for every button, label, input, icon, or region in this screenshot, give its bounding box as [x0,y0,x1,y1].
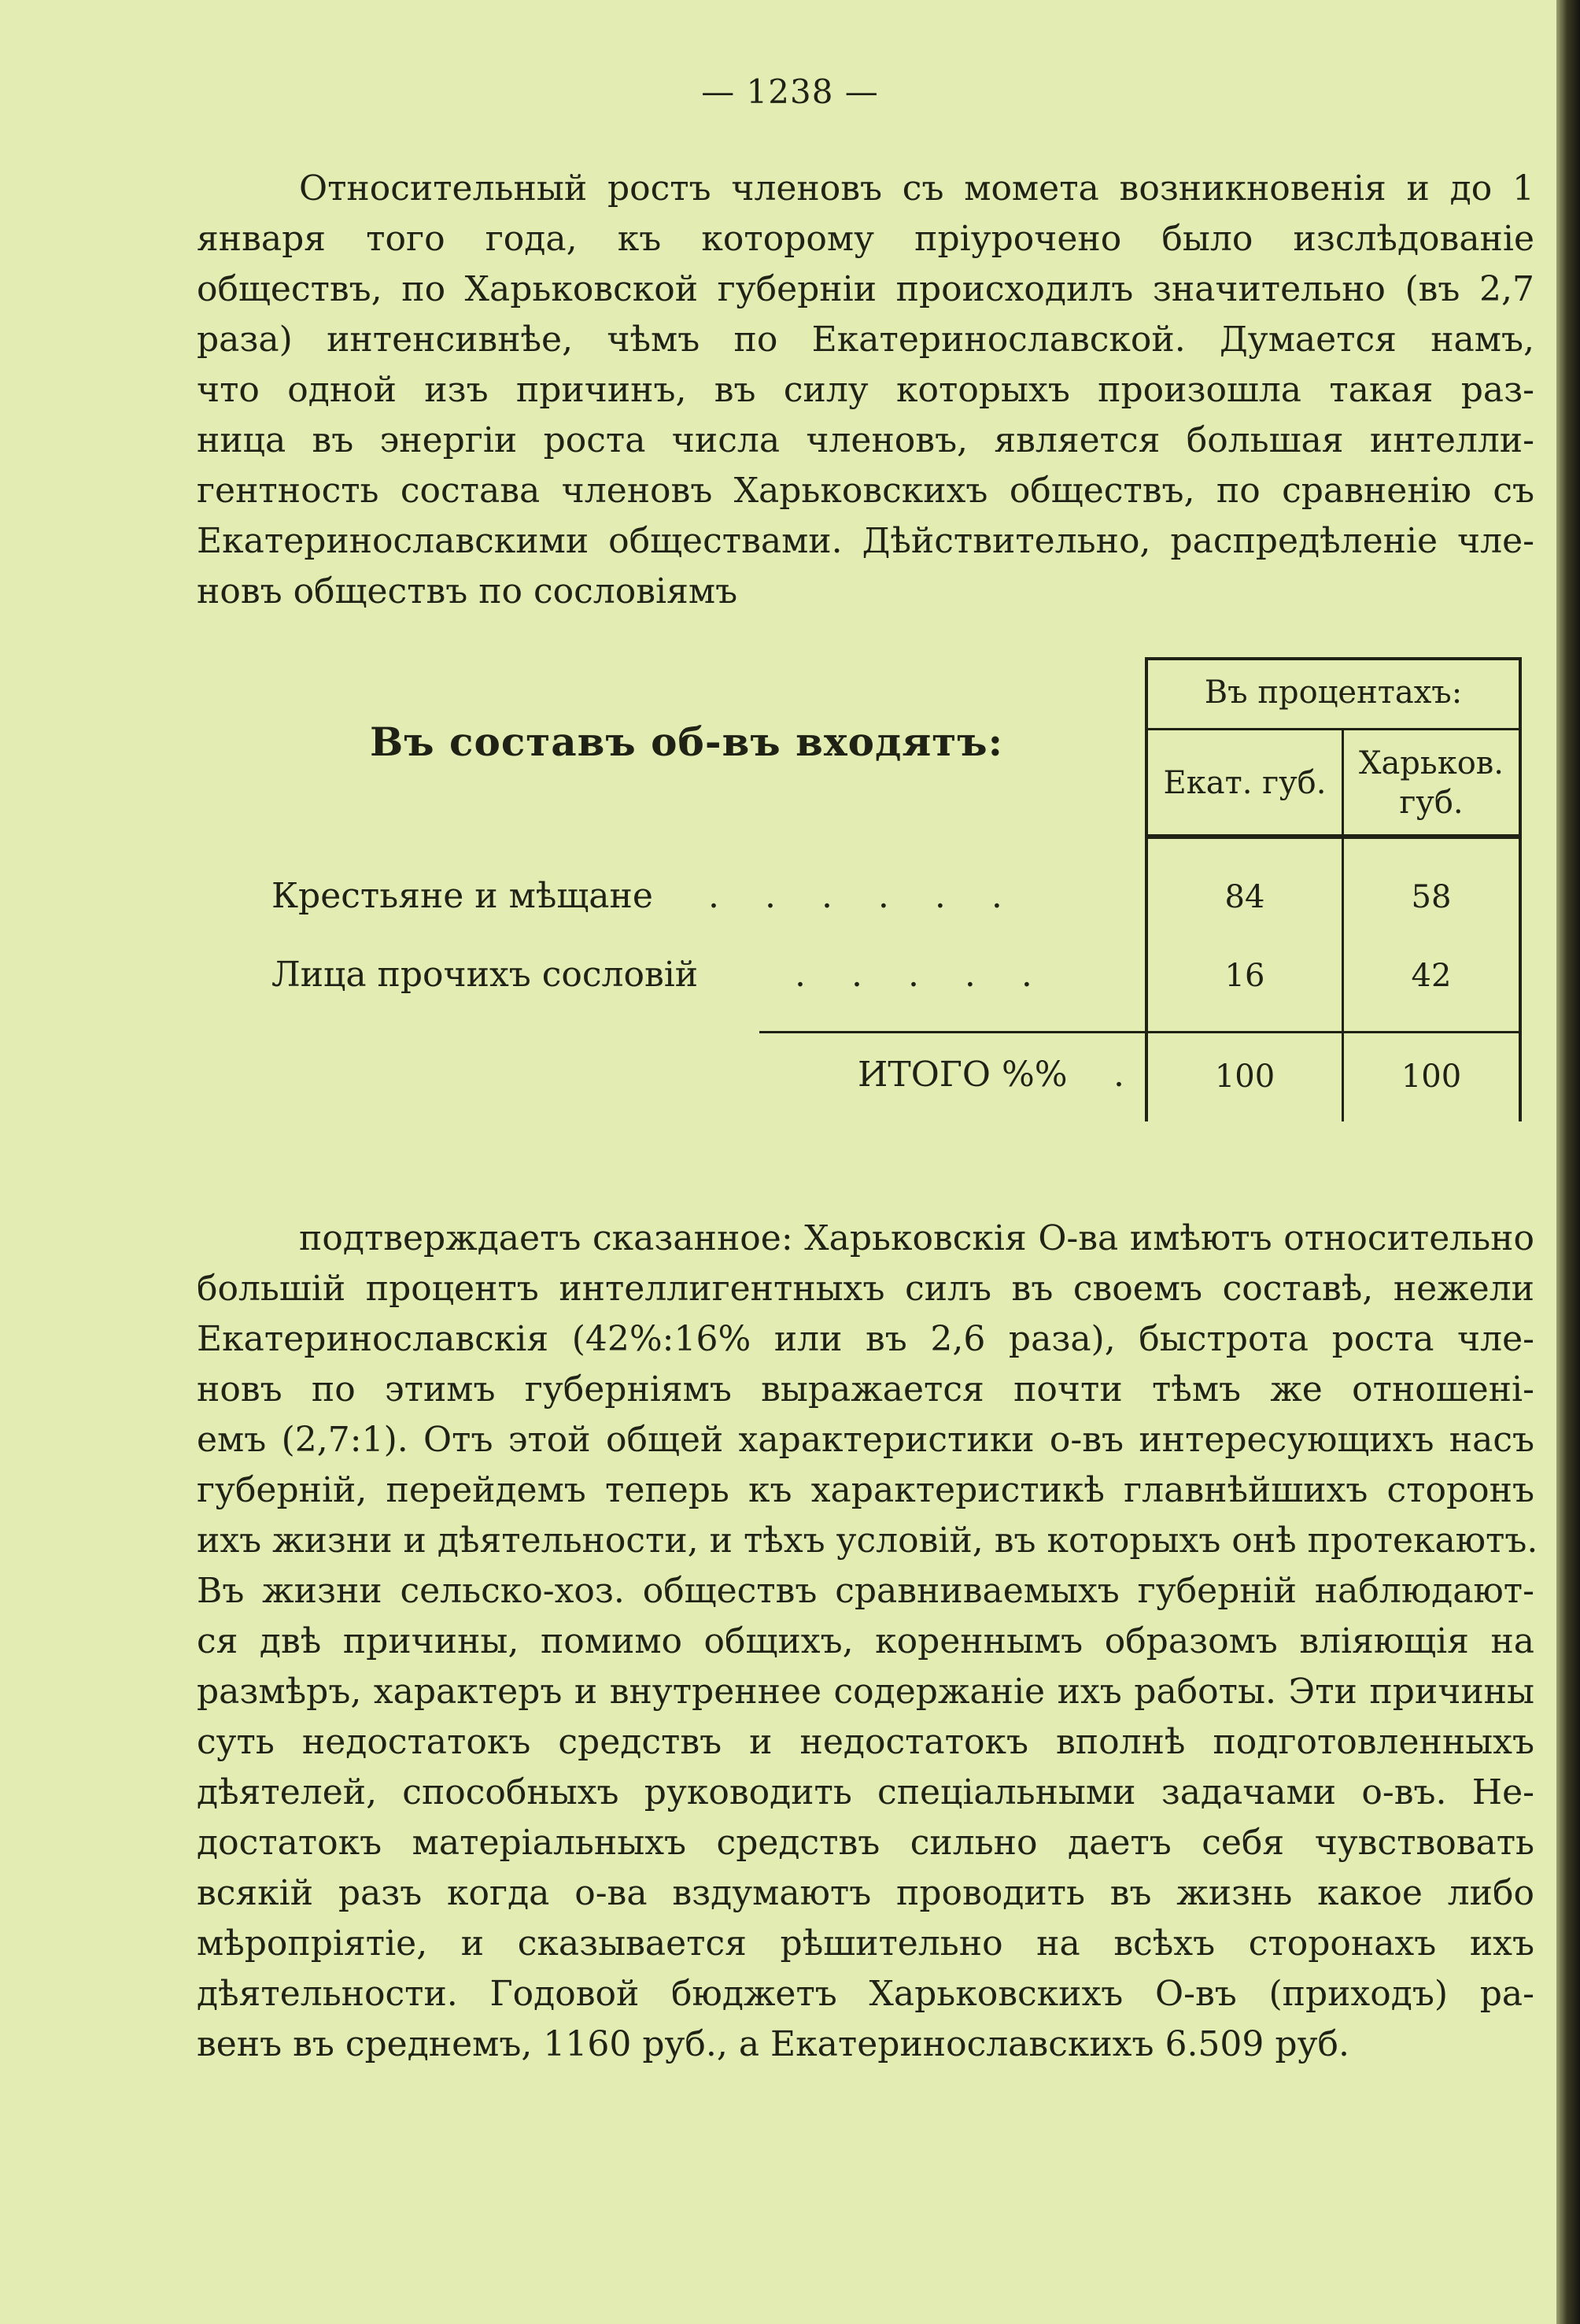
text-line: большій процентъ интеллигентныхъ силъ въ своемъ составѣ, нежели [197,1269,1534,1309]
total-rule [759,1031,1519,1033]
cell-khar: 42 [1411,958,1452,994]
total-khar: 100 [1401,1059,1462,1095]
text-line: ихъ жизни и дѣятельности, и тѣхъ условій, въ которыхъ онѣ протекаютъ. [197,1520,1538,1561]
text-line: января того года, къ которому пріурочено было изслѣдованіе [197,219,1534,259]
text-line: губерній, перейдемъ теперь къ характеристикѣ главнѣйшихъ сторонъ [197,1470,1534,1510]
row-leader-dots: . . . . . [795,955,1050,995]
group-header-rule [1145,728,1519,730]
cell-ekat: 84 [1224,879,1265,915]
text-line: суть недостатокъ средствъ и недостатокъ вполнѣ подготовленныхъ [197,1722,1534,1762]
text-line: новъ по этимъ губерніямъ выражается почти тѣмъ же отношені- [197,1369,1534,1410]
text-line: подтверждаетъ сказанное: Харьковскія О-ва имѣютъ относительно [299,1218,1534,1258]
table-heading: Въ составъ об-въ входятъ: [370,719,1004,765]
col-header-khar-line1: Харьков. [1358,745,1504,781]
estates-table [197,657,1534,1121]
text-line: ница въ энергіи роста числа членовъ, является большая интелли- [197,420,1534,460]
text-line: гентность состава членовъ Харьковскихъ обществъ, по сравненію съ [197,471,1534,511]
text-line: Въ жизни сельско-хоз. обществъ сравниваемыхъ губерній наблюдают- [197,1571,1534,1611]
paragraph-intro [197,164,1534,617]
text-line: ся двѣ причины, помимо общихъ, кореннымъ образомъ вліяющія на [197,1621,1534,1661]
cell-khar: 58 [1411,879,1452,915]
row-label: Лица прочихъ сословій [271,955,699,995]
paragraph-analysis [197,1214,1538,2070]
total-ekat: 100 [1214,1059,1275,1095]
header-double-rule [1145,834,1519,839]
text-line: дѣятелей, способныхъ руководить спеціальными задачами о-въ. Не- [197,1772,1534,1812]
table-right-rule [1519,657,1522,1121]
group-header: Въ процентахъ: [1204,674,1463,711]
row-label: Крестьяне и мѣщане [271,876,653,916]
page-number: — 1238 — [701,72,879,111]
text-line: что одной изъ причинъ, въ силу которыхъ произошла такая раз- [197,370,1534,410]
total-leader-dots: . [1113,1055,1142,1095]
total-label: ИТОГО %% [858,1055,1068,1095]
text-line: Екатеринославскими обществами. Дѣйствительно, распредѣленіе чле- [197,521,1534,561]
col-header-ekat: Екат. губ. [1163,765,1327,801]
text-line: новъ обществъ по сословіямъ [197,571,738,611]
text-line: мѣропріятіе, и сказывается рѣшительно на всѣхъ сторонахъ ихъ [197,1923,1534,1964]
text-line: достатокъ матеріальныхъ средствъ сильно даетъ себя чувствовать [197,1823,1534,1863]
table-top-rule [1145,657,1519,660]
text-line: размѣръ, характеръ и внутреннее содержаніе ихъ работы. Эти причины [197,1672,1534,1712]
text-line: Относительный ростъ членовъ съ момета возникновенія и до 1 [299,168,1534,209]
text-line: венъ въ среднемъ, 1160 руб., а Екатеринославскихъ 6.509 руб. [197,2024,1349,2064]
col-header-khar-line2: губ. [1399,785,1464,821]
cell-ekat: 16 [1224,958,1265,994]
row-leader-dots: . . . . . . [708,876,1020,916]
text-line: дѣятельности. Годовой бюджетъ Харьковскихъ О-въ (приходъ) ра- [197,1974,1534,2014]
text-line: всякій разъ когда о-ва вздумаютъ проводить въ жизнь какое либо [197,1873,1534,1913]
text-line: обществъ, по Харьковской губерніи происходилъ значительно (въ 2,7 [197,269,1534,309]
page-binding-edge [1556,0,1580,2324]
text-line: емъ (2,7:1). Отъ этой общей характеристики о-въ интересующихъ насъ [197,1420,1534,1460]
text-line: раза) интенсивнѣе, чѣмъ по Екатеринославской. Думается намъ, [197,320,1534,360]
text-line: Екатеринославскія (42%:16% или въ 2,6 раза), быстрота роста чле- [197,1319,1534,1359]
